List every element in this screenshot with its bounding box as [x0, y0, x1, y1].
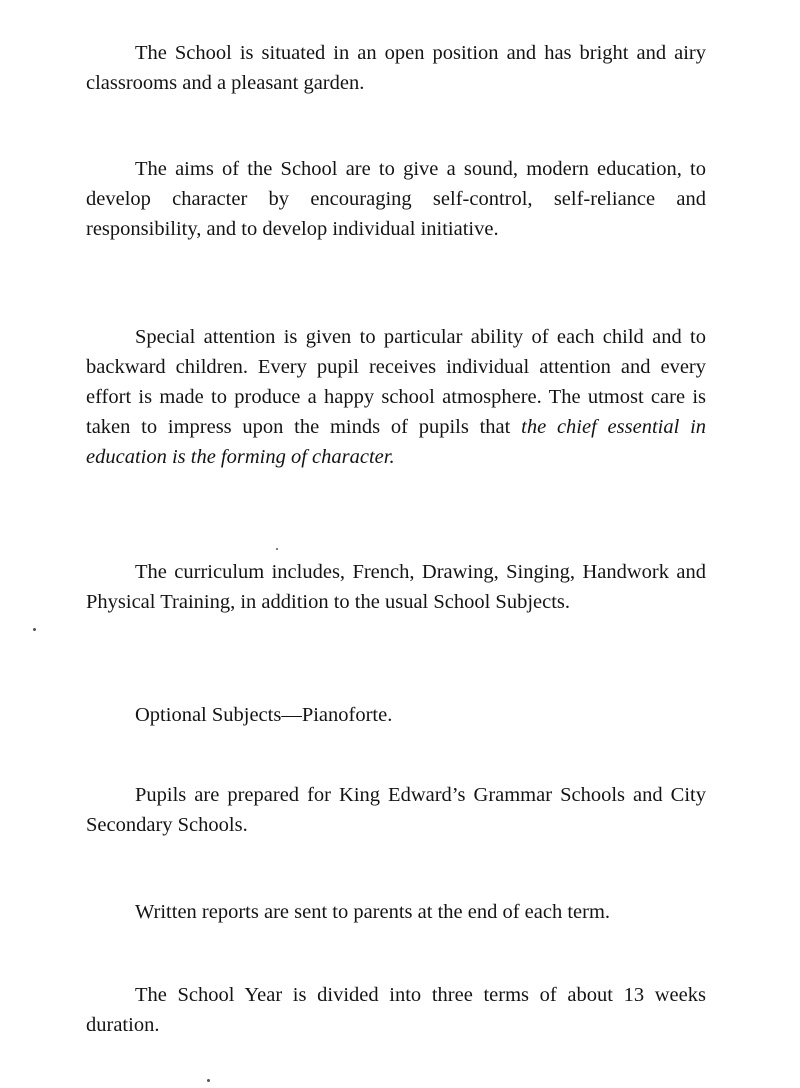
print-speck: [276, 548, 278, 550]
paragraph-curriculum: The curriculum includes, French, Drawing, Singing, Handwork and Physical Training, in addition to the usual School Subjects.: [86, 561, 706, 613]
paragraph-written-reports: Written reports are sent to parents at the end of each term.: [135, 901, 611, 923]
paragraph-aims: The aims of the School are to give a sound, modern education, to develop character by encouraging self-control, self-reliance and responsibility, and to develop individual initiative.: [86, 158, 706, 240]
paragraph-optional-subjects: Optional Subjects—Pianoforte.: [135, 704, 393, 726]
paragraph-school-year: The School Year is divided into three terms of about 13 weeks duration.: [86, 984, 706, 1036]
emphasis-chief-essential: the chief essential in education is the forming of character.: [86, 416, 707, 468]
print-speck: [33, 628, 36, 631]
paragraph-special-attention-text: Special attention is given to particular ability of each child and to backward children. Every pupil receives individual attention and every effort is made to produce a happy school atmosphere. The utmost care is taken to impress upon the minds of pupils that: [86, 326, 706, 438]
print-speck: [207, 1079, 210, 1082]
paragraph-pupils-prepared: Pupils are prepared for King Edward’s Grammar Schools and City Secondary Schools.: [86, 784, 706, 836]
paragraph-location: The School is situated in an open position and has bright and airy classrooms and a pleasant garden.: [86, 42, 706, 94]
paragraph-special-attention: [86, 322, 706, 472]
